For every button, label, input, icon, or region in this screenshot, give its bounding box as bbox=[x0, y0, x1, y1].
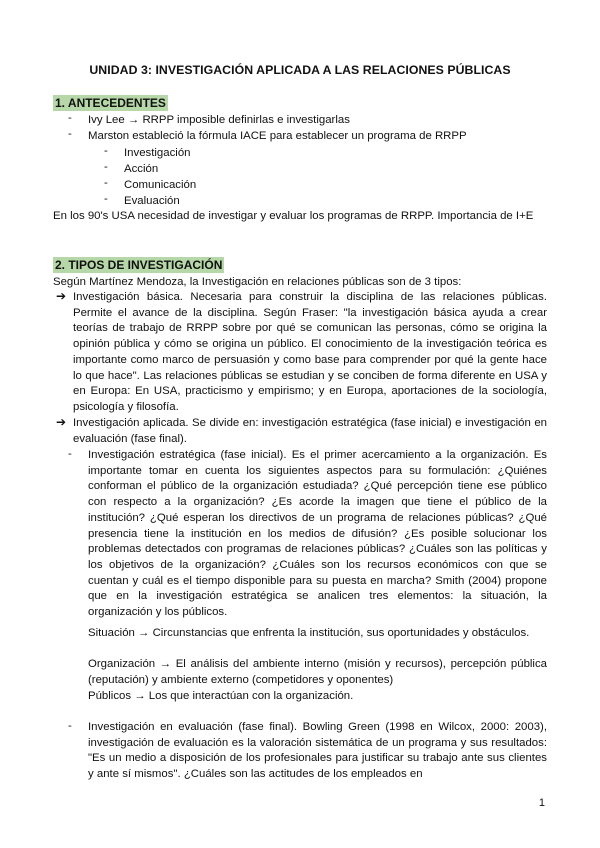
list-item-evaluacion: Investigación en evaluación (fase final). Bowling Green (1998 en Wilcox, 2000: 2003), investigación de evaluación es la valoración sistemática de un programa y sus resultados: "Es un medio a disposición de los profesionales para justificar su trabajo ante sus clientes y ante sí mismos". ¿Cuáles son las actitudes de los empleados en bbox=[88, 721, 547, 781]
heading-text: 2. TIPOS DE INVESTIGACIÓN bbox=[55, 258, 223, 272]
list-item-aplicada: Investigación aplicada. Se divide en: investigación estratégica (fase inicial) e investigación en evaluación (fase final). bbox=[73, 417, 547, 445]
dash-bullet: - bbox=[68, 448, 72, 460]
dash-bullet: - bbox=[68, 128, 72, 140]
sub-list-item: Evaluación bbox=[124, 195, 180, 207]
dash-bullet: - bbox=[104, 145, 108, 157]
section-heading-antecedentes bbox=[53, 96, 168, 110]
dash-bullet: - bbox=[68, 112, 72, 124]
paragraph: Según Martínez Mendoza, la Investigación en relaciones públicas son de 3 tipos: bbox=[53, 276, 462, 288]
arrow-bullet-icon: ➔ bbox=[56, 289, 67, 303]
dash-bullet: - bbox=[68, 720, 72, 732]
list-item: Ivy Lee → RRPP imposible definirlas e investigarlas bbox=[88, 114, 350, 126]
page-number: 1 bbox=[538, 797, 545, 809]
paragraph-situacion: Situación → Circunstancias que enfrenta la institución, sus oportunidades y obstáculos. bbox=[88, 627, 530, 639]
document-title: UNIDAD 3: INVESTIGACIÓN APLICADA A LAS RELACIONES PÚBLICAS bbox=[89, 63, 511, 77]
sub-list-item: Acción bbox=[124, 163, 159, 175]
section-heading-tipos bbox=[53, 258, 224, 272]
sub-list-item: Investigación bbox=[124, 147, 191, 159]
sub-list-item: Comunicación bbox=[124, 179, 197, 191]
list-item-basica: Investigación básica. Necesaria para construir la disciplina de las relaciones públicas. Permite el avance de la disciplina. Según Fraser: "la investigación básica ayuda a crear teorías de trabajo de RRPP sobre por qué se comunican las personas, cómo se origina la opinión pública y cómo se origina un público. El conocimiento de la investigación teórica es importante como marco de persuasión y como base para comprender por qué la gente hace lo que hace". Las relaciones públicas se estudian y se conciben de forma diferente en USA y en Europa: En USA, practicismo y empirismo; y en Europa, aportaciones de la sociología, psicología y filosofía. bbox=[73, 291, 547, 413]
dash-bullet: - bbox=[104, 161, 108, 173]
paragraph-organizacion: Organización → El análisis del ambiente interno (misión y recursos), percepción pública (reputación) y ambiente externo (competidores y oponentes) bbox=[88, 658, 547, 686]
heading-text: 1. ANTECEDENTES bbox=[55, 96, 166, 110]
list-item-estrategica: Investigación estratégica (fase inicial). Es el primer acercamiento a la organización. Es importante tomar en cuenta los siguientes aspectos para su formulación: ¿Quiénes conforman el público de la organización estudiada? ¿Qué percepción tiene ese público con respecto a la organización? ¿Es acorde la imagen que tiene el público de la institución? ¿Qué esperan los directivos de un programa de relaciones públicas? ¿Qué presencia tiene la institución en los medios de difusión? ¿Es posible solucionar los problemas detectados con programas de relaciones públicas? ¿Cuáles son las políticas y los objetivos de la organización? ¿Cuáles son los recursos económicos con que se cuentan y cuál es el tiempo disponible para su puesta en marcha? Smith (2004) propone que en la investigación estratégica se analicen tres elementos: la situación, la organización y los públicos. bbox=[88, 449, 547, 619]
list-item: Marston estableció la fórmula IACE para establecer un programa de RRPP bbox=[88, 130, 467, 142]
dash-bullet: - bbox=[104, 177, 108, 189]
paragraph: En los 90's USA necesidad de investigar y evaluar los programas de RRPP. Importancia de I+E bbox=[53, 210, 534, 222]
dash-bullet: - bbox=[104, 193, 108, 205]
paragraph-publicos: Públicos → Los que interactúan con la organización. bbox=[88, 690, 354, 702]
arrow-bullet-icon: ➔ bbox=[56, 415, 67, 429]
